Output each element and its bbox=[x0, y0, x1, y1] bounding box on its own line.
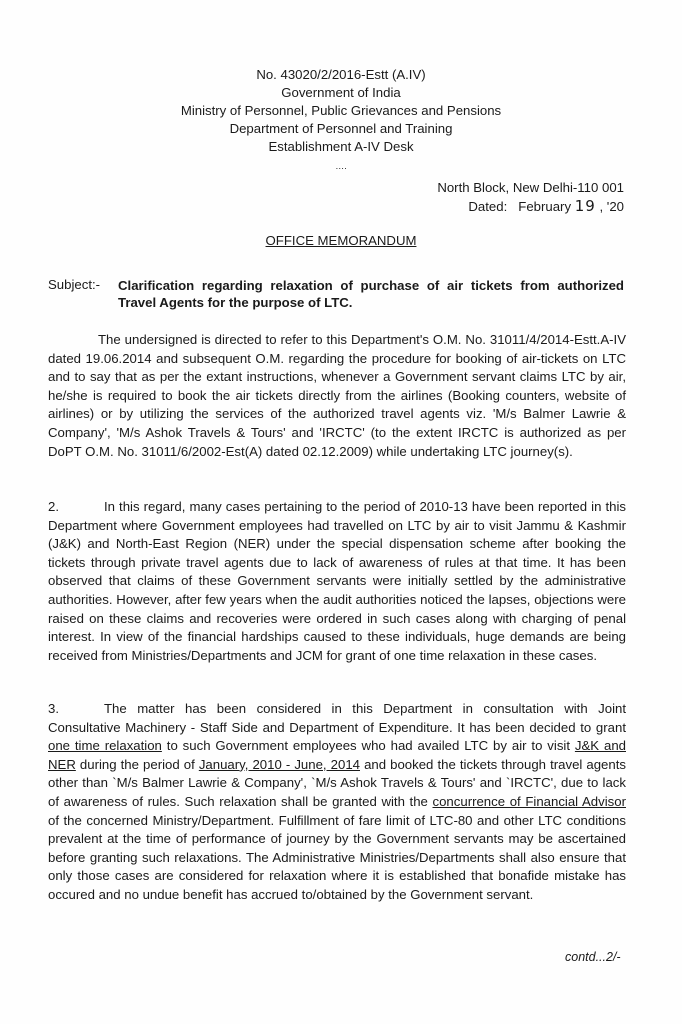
desk-name: Establishment A-IV Desk bbox=[268, 139, 414, 154]
paragraph-3-text-4: and booked the tickets through travel agents other than `M/s Balmer Lawrie & Company', `M/s Ashok Travels & Tours' and `IRCTC', due to lack of awareness of rules. Such relaxation shall be granted with the bbox=[48, 756, 626, 809]
paragraph-2-text: In this regard, many cases pertaining to the period of 2010-13 have been reported in this Department where Government employees had travelled on LTC by air to visit Jammu & Kashmir (J&K) and North-East Region (NER) under the special dispensation scheme after booking the tickets through private travel agents due to lack of awareness of rules at that time. It has been observed that claims of these Government servants were initially settled by the administrative authorities. However, after few years when the audit authorities noticed the lapses, objections were raised on these claims and recoveries were ordered in such cases along with charging of penal interest. In view of the financial hardships caused to these individuals, huge demands are being received from Ministries/Departments and JCM for grant of one time relaxation in these cases. bbox=[48, 499, 626, 663]
date-year: , '20 bbox=[599, 199, 624, 214]
underlined-jk-ner: J&K and NER bbox=[48, 738, 626, 772]
paragraph-1 bbox=[48, 331, 626, 461]
separator-dots: …. bbox=[335, 161, 347, 171]
subject-text: Clarification regarding relaxation of purchase of air tickets from authorized Travel Agents for the purpose of LTC. bbox=[118, 278, 624, 310]
dated-label: Dated: bbox=[468, 199, 508, 214]
paragraph-1-text: The undersigned is directed to refer to this Department's O.M. No. 31011/4/2014-Estt.A-IV dated 19.06.2014 and subsequent O.M. regarding the procedure for booking of air-tickets on LTC and to say that as per the extant instructions, whenever a Government servant claims LTC by air, he/she is required to book the air tickets directly from the airlines (Booking counters, website of airlines) or by utilizing the services of the authorized travel agents viz. 'M/s Balmer Lawrie & Company', 'M/s Ashok Travels & Tours' and 'IRCTC' (to the extent IRCTC is authorized as per DoPT O.M. No. 31011/6/2002-Est(A) dated 02.12.2009) while undertaking LTC journey(s). bbox=[48, 332, 626, 459]
subject-label: Subject:- bbox=[48, 277, 101, 292]
paragraph-3-text-5: of the concerned Ministry/Department. Fulfillment of fare limit of LTC-80 and other LTC conditions prevalent at the time of performance of journey by the Government servants may be ascertained before granting such relaxations. The Administrative Ministries/Departments shall also ensure that only those cases are considered for relaxation where it is established that bonafide mistake has occured and no undue benefit has accrued to/obtained by the Government servant. bbox=[48, 812, 626, 902]
department-name: Department of Personnel and Training bbox=[229, 121, 453, 136]
paragraph-3-text-1: The matter has been considered in this Department in consultation with Joint Consultative Machinery - Staff Side and Department of Expenditure. It has been decided to grant bbox=[48, 701, 626, 735]
address-location: North Block, New Delhi-110 001 bbox=[437, 180, 624, 195]
paragraph-3-text-3: during the period of bbox=[75, 756, 199, 772]
government-name: Government of India bbox=[281, 85, 401, 100]
continued-marker: contd...2/- bbox=[565, 950, 621, 964]
underlined-period: January, 2010 - June, 2014 bbox=[198, 756, 360, 772]
paragraph-3-number: 3. bbox=[48, 701, 59, 716]
paragraph-3-text-2: to such Government employees who had availed LTC by air to visit bbox=[161, 738, 575, 754]
underlined-one-time-relaxation: one time relaxation bbox=[48, 738, 162, 754]
date-line bbox=[468, 197, 624, 216]
file-number: No. 43020/2/2016-Estt (A.IV) bbox=[256, 67, 426, 82]
paragraph-3 bbox=[48, 700, 626, 905]
underlined-financial-advisor: concurrence of Financial Advisor bbox=[432, 793, 626, 809]
paragraph-2-number: 2. bbox=[48, 499, 59, 514]
memorandum-title: OFFICE MEMORANDUM bbox=[265, 233, 417, 248]
ministry-name: Ministry of Personnel, Public Grievances and Pensions bbox=[180, 103, 502, 118]
date-day-handwritten: 19 bbox=[574, 197, 596, 215]
paragraph-2 bbox=[48, 498, 626, 665]
date-month: February bbox=[518, 199, 572, 214]
